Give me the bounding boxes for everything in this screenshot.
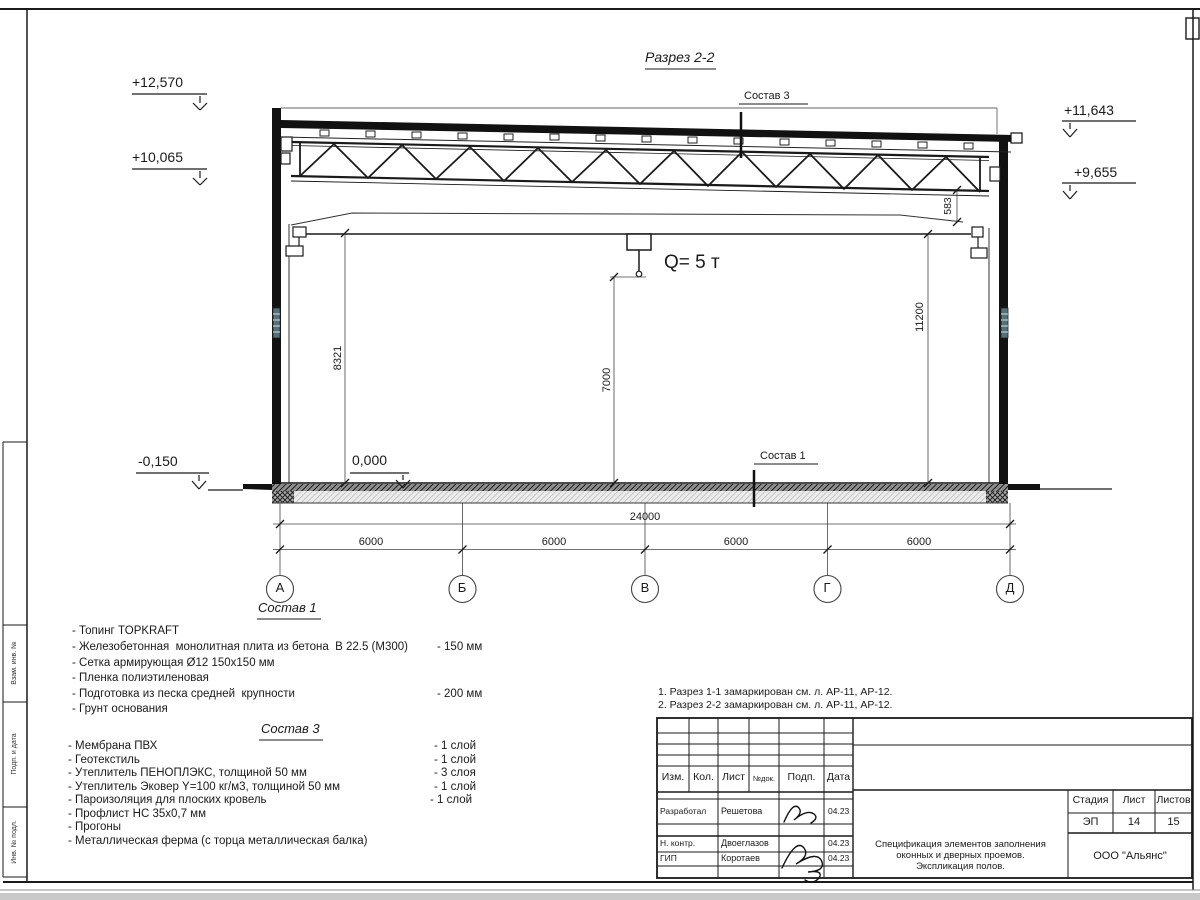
list-item: - Прогоны <box>68 821 122 833</box>
list-item: - Утеплитель Эковер Y=100 кг/м3, толщиной 50 мм <box>68 780 340 793</box>
signatures <box>782 806 822 882</box>
sostav3-title: Состав 3 <box>261 721 320 736</box>
list-item: - Сетка армирующая Ø12 150х150 мм <box>72 657 275 669</box>
dim-583: 583 <box>942 197 955 215</box>
tb-sheets-label: Листов <box>1156 794 1191 806</box>
elevation-mark-left-bottom <box>136 473 209 489</box>
list-item-value: - 1 слой <box>434 740 477 752</box>
list-item: - Подготовка из песка средней крупности <box>72 688 295 700</box>
tb-role-3: ГИП <box>660 853 677 863</box>
note-2: 2. Разрез 2-2 замаркирован см. л. АР-11, АР-12. <box>658 699 893 711</box>
list-item: - Утеплитель ПЕНОПЛЭКС, толщиной 50 мм <box>68 767 307 779</box>
list-item-value: - 3 слоя <box>434 767 476 779</box>
dim-11200: 11200 <box>913 302 926 332</box>
list-item: - Мембрана ПВХ <box>68 740 158 752</box>
roof-ref-label: Состав 3 <box>744 90 790 102</box>
elevation-left-mid: +10,065 <box>132 149 183 165</box>
roof-deck <box>281 120 1014 142</box>
roof-truss <box>291 142 989 196</box>
list-item-value: - 1 слой <box>430 794 473 806</box>
list-item: - Металлическая ферма (с торца металлическая балка) <box>68 834 368 847</box>
grid-axis-d: Д <box>1005 580 1015 595</box>
dim-total: 24000 <box>629 511 661 523</box>
dim-bay-4: 6000 <box>906 536 932 548</box>
list-item: - Пароизоляция для плоских кровель <box>68 794 267 806</box>
elevation-mark-right-mid <box>1062 183 1136 199</box>
tb-col-kol: Кол. <box>693 771 714 783</box>
dim-bay-3: 6000 <box>723 536 749 548</box>
dim-bay-2: 6000 <box>541 536 567 548</box>
tb-col-izm: Изм. <box>661 771 685 783</box>
list-item: - Профлист НС 35х0,7 мм <box>68 807 206 820</box>
tb-doc-title-line1: Спецификация элементов заполнения <box>875 839 1046 850</box>
strip-label-inv: Инв. № подл. <box>11 820 19 864</box>
tb-col-list: Лист <box>722 771 745 783</box>
sheet-shadow <box>0 893 1200 900</box>
elevation-mark-left-top <box>132 94 207 110</box>
tb-role-2: Н. контр. <box>660 838 696 848</box>
drawing-title: Разрез 2-2 <box>645 49 715 65</box>
tb-doc-title-line2: оконных и дверных проемов. <box>896 850 1025 861</box>
signature-double <box>782 846 822 883</box>
list-item: - Пленка полиэтиленовая <box>72 672 209 684</box>
elevation-floor: 0,000 <box>352 452 388 468</box>
ref-leaders <box>281 104 997 507</box>
tb-name-1: Решетова <box>721 806 763 816</box>
grid-axis-v: В <box>640 580 650 595</box>
strip-label-vzam: Взам. инв. № <box>11 641 19 685</box>
list-item-value: - 1 слой <box>434 780 477 793</box>
elevation-right-top: +11,643 <box>1064 102 1114 118</box>
tb-col-ndoc: №док. <box>753 774 775 783</box>
grid-axis-a: А <box>275 580 285 595</box>
elevation-left-bottom: -0,150 <box>138 453 178 469</box>
tb-sheet-label: Лист <box>1122 794 1146 806</box>
elevation-mark-right-top <box>1062 121 1136 137</box>
dim-bay-1: 6000 <box>358 536 384 548</box>
tb-company: ООО "Альянс" <box>1093 850 1167 862</box>
left-column <box>272 108 281 487</box>
elevation-right-mid: +9,655 <box>1074 164 1118 180</box>
tb-col-podp: Подп. <box>787 771 816 783</box>
list-item: - Геотекстиль <box>68 753 140 766</box>
grid-axis-g: Г <box>823 580 831 595</box>
list-item: - Железобетонная монолитная плита из бетона В 22.5 (М300) <box>72 641 408 653</box>
elevation-mark-left-mid <box>132 169 207 185</box>
tb-col-data: Дата <box>826 771 851 783</box>
list-item-value: - 150 мм <box>437 641 483 653</box>
tb-date-3: 04.23 <box>828 853 850 863</box>
tb-sheet-value: 14 <box>1127 816 1141 828</box>
strip-label-podp: Подп. и дата <box>11 733 19 775</box>
tb-role-1: Разработал <box>660 806 707 816</box>
list-item: - Топинг TOPKRAFT <box>72 625 180 637</box>
dim-8321: 8321 <box>331 345 344 371</box>
list-item-value: - 200 мм <box>437 688 483 700</box>
floor-ref-label: Состав 1 <box>760 450 806 462</box>
list-item-value: - 1 слой <box>434 753 477 766</box>
tb-name-2: Двоеглазов <box>721 838 769 848</box>
crane-capacity-label: Q= 5 т <box>664 252 720 273</box>
roof-edge-cap <box>1011 133 1022 143</box>
underlines <box>257 69 716 740</box>
note-1: 1. Разрез 1-1 замаркирован см. л. АР-11, АР-12. <box>658 686 893 698</box>
signature-reshetova <box>784 806 816 823</box>
sostav1-title: Состав 1 <box>258 600 317 615</box>
grid-axis-b: Б <box>457 580 467 595</box>
building-section <box>208 108 1112 503</box>
floor-slab <box>208 483 1112 503</box>
crane-hook-icon <box>636 271 642 277</box>
elevation-left-top: +12,570 <box>132 74 183 90</box>
tb-doc-title-line3: Экспликация полов. <box>916 861 1005 872</box>
crane-trolley <box>627 234 651 277</box>
tb-date-1: 04.23 <box>828 806 850 816</box>
tb-stage-value: ЭП <box>1082 816 1099 828</box>
list-item: - Грунт основания <box>72 703 168 715</box>
tb-sheets-value: 15 <box>1167 816 1180 828</box>
tb-date-2: 04.23 <box>828 838 850 848</box>
tb-name-3: Коротаев <box>721 853 760 863</box>
dim-7000: 7000 <box>600 367 613 393</box>
tb-stage-label: Стадия <box>1072 794 1109 806</box>
column-louver <box>273 308 1008 338</box>
